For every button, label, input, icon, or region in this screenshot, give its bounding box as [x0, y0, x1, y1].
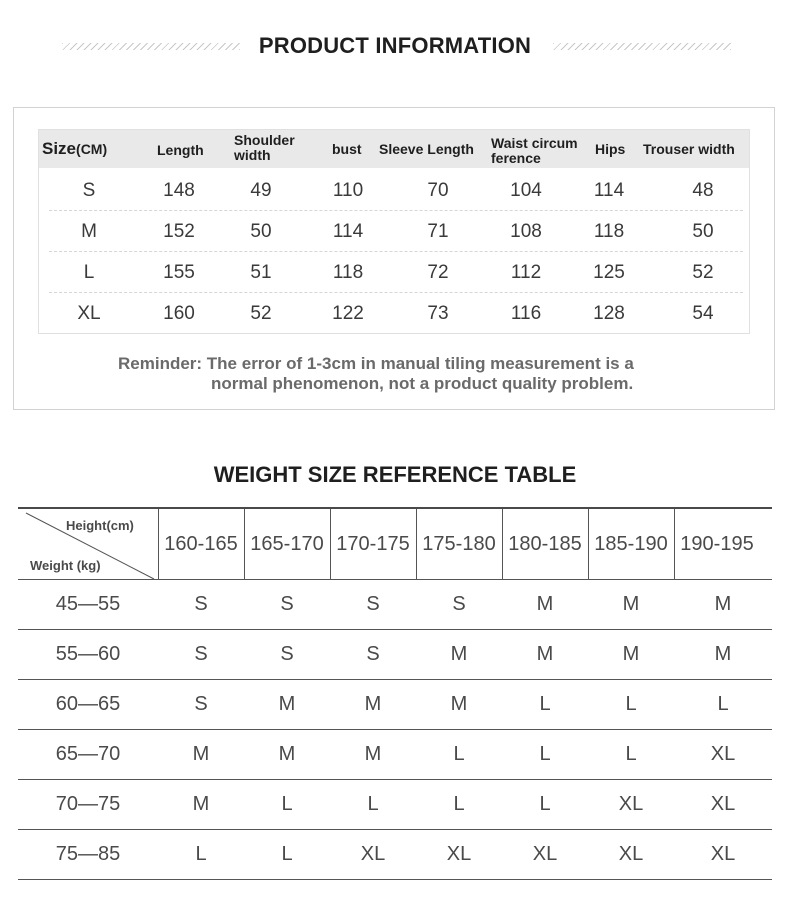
cell-waist: 108: [510, 221, 542, 242]
reminder-line1: Reminder: The error of 1-3cm in manual tiling measurement is a: [118, 354, 634, 373]
cell-hips: 128: [593, 303, 625, 324]
header-shoulder-line2: width: [234, 147, 271, 163]
size-cell: M: [536, 593, 554, 615]
size-cell: XL: [532, 843, 558, 865]
header-waist-circumference: [491, 136, 578, 166]
height-header: 185-190: [594, 533, 668, 555]
cell-length: 152: [163, 221, 195, 242]
header-sleeve-length: Sleeve Length: [379, 141, 474, 157]
cell-sleeve: 72: [427, 262, 449, 283]
cell-size: XL: [77, 303, 101, 324]
cell-sleeve: 70: [427, 180, 449, 201]
weight-size-table: [18, 507, 772, 881]
size-cell: M: [622, 643, 640, 665]
size-cell: M: [622, 593, 640, 615]
cell-hips: 114: [593, 180, 625, 201]
weight-cell: 65—70: [55, 743, 121, 765]
size-cell: L: [539, 693, 551, 715]
height-header: 165-170: [250, 533, 324, 555]
size-chart-header: [39, 130, 749, 168]
size-cell: M: [278, 743, 296, 765]
size-cell: XL: [710, 843, 736, 865]
cell-length: 160: [163, 303, 195, 324]
cell-trouser: 50: [692, 221, 714, 242]
size-cell: XL: [710, 743, 736, 765]
header-bust: bust: [332, 141, 362, 157]
cell-waist: 116: [510, 303, 542, 324]
height-header: 170-175: [336, 533, 410, 555]
size-cell: S: [452, 593, 466, 615]
size-cell: S: [194, 693, 208, 715]
cell-hips: 118: [593, 221, 625, 242]
cell-length: 148: [163, 180, 195, 201]
cell-shoulder: 49: [250, 180, 272, 201]
weight-cell: 70—75: [55, 793, 121, 815]
cell-shoulder: 51: [250, 262, 272, 283]
header-shoulder-width: [234, 133, 295, 163]
table-row: [39, 252, 749, 293]
size-cell: M: [364, 693, 382, 715]
size-cell: M: [364, 743, 382, 765]
cell-bust: 118: [332, 262, 364, 283]
header-size-unit: (CM): [76, 141, 108, 157]
size-cell: M: [278, 693, 296, 715]
table-row: [39, 170, 749, 211]
header-shoulder-line1: Shoulder: [234, 132, 295, 148]
size-cell: M: [714, 593, 732, 615]
size-cell: M: [714, 643, 732, 665]
header-size: [42, 141, 107, 157]
header-hips: Hips: [595, 141, 626, 157]
size-cell: L: [453, 743, 465, 765]
reminder-line2: normal phenomenon, not a product quality problem.: [211, 374, 634, 393]
size-cell: S: [366, 593, 380, 615]
height-header: 190-195: [680, 533, 754, 555]
size-cell: XL: [710, 793, 736, 815]
product-info-title: PRODUCT INFORMATION: [258, 33, 532, 58]
size-chart-table: [38, 129, 750, 334]
size-cell: M: [192, 743, 210, 765]
size-cell: L: [717, 693, 729, 715]
size-cell: S: [194, 643, 208, 665]
size-cell: L: [539, 743, 551, 765]
height-header: 175-180: [422, 533, 496, 555]
size-cell: L: [195, 843, 207, 865]
header-trouser-width: Trouser width: [643, 141, 735, 157]
corner-weight-label: Weight (kg): [30, 558, 101, 573]
header-waist-line1: Waist circum: [491, 135, 578, 151]
cell-bust: 110: [332, 180, 364, 201]
height-header: 160-165: [164, 533, 238, 555]
size-cell: M: [450, 643, 468, 665]
size-cell: L: [281, 793, 293, 815]
cell-size: M: [81, 221, 97, 242]
cell-trouser: 48: [692, 180, 714, 201]
table-row: [39, 293, 749, 334]
weight-table-title: WEIGHT SIZE REFERENCE TABLE: [213, 462, 577, 487]
cell-length: 155: [163, 262, 195, 283]
cell-shoulder: 52: [250, 303, 272, 324]
size-cell: L: [453, 793, 465, 815]
size-cell: S: [366, 643, 380, 665]
size-cell: L: [625, 743, 637, 765]
cell-size: L: [83, 262, 95, 283]
cell-sleeve: 71: [427, 221, 449, 242]
size-cell: XL: [618, 843, 644, 865]
size-cell: M: [192, 793, 210, 815]
weight-cell: 55—60: [55, 643, 121, 665]
cell-trouser: 54: [692, 303, 714, 324]
header-size-label: Size: [42, 139, 77, 158]
cell-shoulder: 50: [250, 221, 272, 242]
size-cell: S: [194, 593, 208, 615]
size-cell: XL: [618, 793, 644, 815]
cell-size: S: [82, 180, 96, 201]
header-waist-line2: ference: [491, 150, 541, 166]
cell-waist: 104: [510, 180, 542, 201]
size-cell: L: [281, 843, 293, 865]
size-cell: XL: [360, 843, 386, 865]
weight-cell: 45—55: [55, 593, 121, 615]
corner-height-label: Height(cm): [66, 518, 134, 533]
cell-bust: 122: [332, 303, 364, 324]
size-cell: M: [536, 643, 554, 665]
cell-trouser: 52: [692, 262, 714, 283]
size-cell: L: [539, 793, 551, 815]
cell-hips: 125: [593, 262, 625, 283]
measurement-reminder: [118, 354, 718, 394]
header-length: Length: [157, 142, 204, 158]
size-cell: M: [450, 693, 468, 715]
weight-cell: 60—65: [55, 693, 121, 715]
weight-cell: 75—85: [55, 843, 121, 865]
cell-sleeve: 73: [427, 303, 449, 324]
size-cell: XL: [446, 843, 472, 865]
row-divider: [18, 879, 772, 880]
size-cell: L: [625, 693, 637, 715]
size-cell: L: [367, 793, 379, 815]
height-header: 180-185: [508, 533, 582, 555]
table-row: [39, 211, 749, 252]
size-cell: S: [280, 593, 294, 615]
cell-bust: 114: [332, 221, 364, 242]
title-decoration-right: [553, 43, 731, 50]
cell-waist: 112: [510, 262, 542, 283]
size-cell: S: [280, 643, 294, 665]
